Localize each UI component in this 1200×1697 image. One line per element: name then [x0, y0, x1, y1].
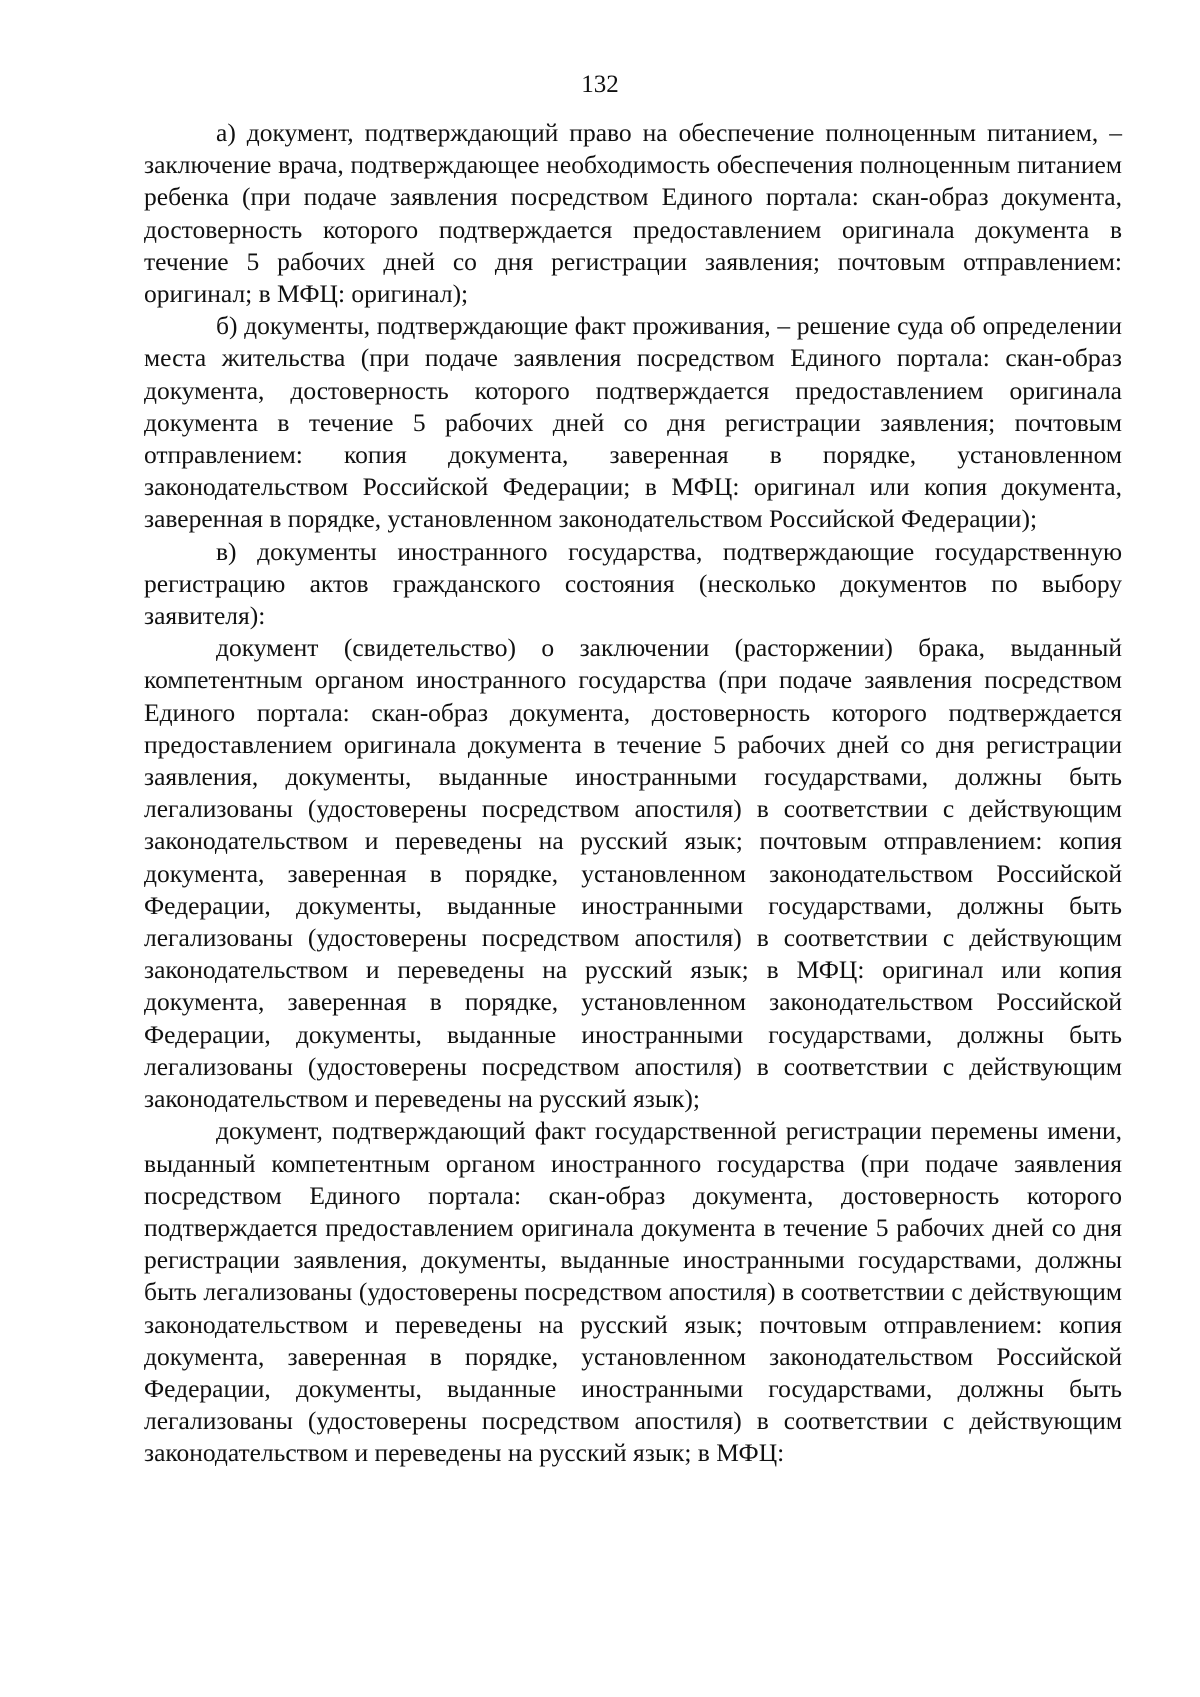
paragraph-marriage-certificate: документ (свидетельство) о заключении (расторжении) брака, выданный компетентным органом иностранного государства (при подаче заявления посредством Единого портала: скан-образ документа, достоверность которого подтверждается предоставлением оригинала документа в течение 5 рабочих дней со дня регистрации заявления, документы, выданные иностранными государствами, должны быть легализованы (удостоверены посредством апостиля) в соответствии с действующим законодательством и переведены на русский язык; почтовым отправлением: копия документа, заверенная в порядке, установленном законодательством Российской Федерации, документы, выданные иностранными государствами, должны быть легализованы (удостоверены посредством апостиля) в соответствии с действующим законодательством и переведены на русский язык; в МФЦ: оригинал или копия документа, заверенная в порядке, установленном законодательством Российской Федерации, документы, выданные иностранными государствами, должны быть легализованы (удостоверены посредством апостиля) в соответствии с действующим законодательством и переведены на русский язык);: [144, 633, 1122, 1114]
document-body: [144, 117, 1122, 1470]
paragraph-b-residence-documents: б) документы, подтверждающие факт проживания, – решение суда об определении места жительства (при подаче заявления посредством Единого портала: скан-образ документа, достоверность которого подтверждается предоставлением оригинала документа в течение 5 рабочих дней со дня регистрации заявления; почтовым отправлением: копия документа, заверенная в порядке, установленном законодательством Российской Федерации; в МФЦ: оригинал или копия документа, заверенная в порядке, установленном законодательством Российской Федерации);: [144, 311, 1122, 534]
paragraph-a-nutrition-document: а) документ, подтверждающий право на обеспечение полноценным питанием, – заключение врача, подтверждающее необходимость обеспечения полноценным питанием ребенка (при подаче заявления посредством Единого портала: скан-образ документа, достоверность которого подтверждается предоставлением оригинала документа в течение 5 рабочих дней со дня регистрации заявления; почтовым отправлением: оригинал; в МФЦ: оригинал);: [144, 118, 1122, 309]
page-number: 132: [581, 71, 619, 98]
paragraph-name-change-document: документ, подтверждающий факт государственной регистрации перемены имени, выданный компетентным органом иностранного государства (при подаче заявления посредством Единого портала: скан-образ документа, достоверность которого подтверждается предоставлением оригинала документа в течение 5 рабочих дней со дня регистрации заявления, документы, выданные иностранными государствами, должны быть легализованы (удостоверены посредством апостиля) в соответствии с действующим законодательством и переведены на русский язык; почтовым отправлением: копия документа, заверенная в порядке, установленном законодательством Российской Федерации, документы, выданные иностранными государствами, должны быть легализованы (удостоверены посредством апостиля) в соответствии с действующим законодательством и переведены на русский язык; в МФЦ:: [144, 1116, 1122, 1468]
paragraph-c-foreign-documents: в) документы иностранного государства, подтверждающие государственную регистрацию актов гражданского состояния (несколько документов по выбору заявителя):: [144, 536, 1122, 631]
